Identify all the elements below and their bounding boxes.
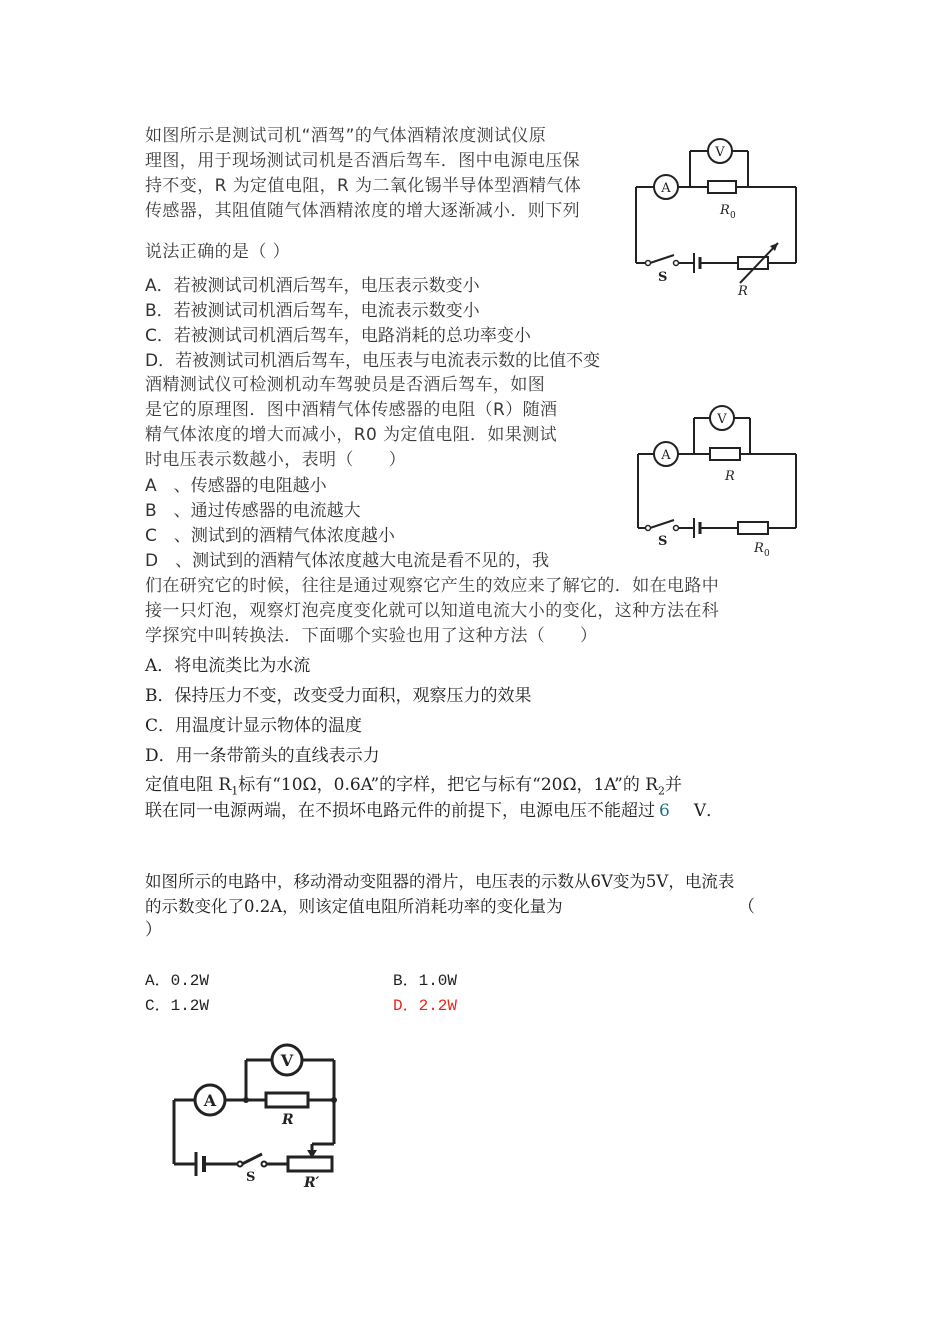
q5-paren-open: （ <box>738 897 755 917</box>
q5-rheostat-label: R′ <box>304 1175 320 1190</box>
q3-line-1: 们在研究它的时候，往往是通过观察它产生的效应来了解它的．如在电路中 <box>145 576 720 596</box>
q1-option-b: B．若被测试司机酒后驾车，电流表示数变小 <box>145 301 480 321</box>
q4-text-part-2: 标有“10Ω，0.6A”的字样，把它与标有“20Ω，1A”的 R <box>238 775 659 795</box>
q4-answer: 6 <box>659 801 670 821</box>
q2-switch-label: S <box>658 534 668 549</box>
q1-r0-subscript: 0 <box>730 211 736 221</box>
q1-option-d: D．若被测试司机酒后驾车，电压表与电流表示数的比值不变 <box>145 351 601 371</box>
q1-line-3: 持不变，R 为定值电阻，R 为二氧化锡半导体型酒精气体 <box>145 176 582 196</box>
q1-r0-label: R <box>720 203 730 218</box>
q2-option-b: B 、通过传感器的电流越大 <box>145 501 361 521</box>
q5-circuit-diagram <box>166 1040 358 1190</box>
q2-line-1: 酒精测试仪可检测机动车驾驶员是否酒后驾车，如图 <box>145 375 546 395</box>
q1-line-5: 说法正确的是（ ） <box>145 242 291 262</box>
q1-sensor-label: R <box>738 284 748 299</box>
q5-option-c: C．1.2W <box>145 997 210 1015</box>
q1-voltmeter-label: V <box>715 145 725 160</box>
q2-line-2: 是它的原理图．图中酒精气体传感器的电阻（R）随酒 <box>145 400 558 420</box>
q4-text-part-4: 联在同一电源两端，在不损坏电路元件的前提下，电源电压不能超过 <box>145 801 655 821</box>
q5-option-a: A．0.2W <box>145 972 210 990</box>
q5-option-d: D．2.2W <box>393 997 458 1015</box>
q5-line-1: 如图所示的电路中，移动滑动变阻器的滑片，电压表的示数从6V变为5V，电流表 <box>145 872 735 891</box>
q3-option-a: A．将电流类比为水流 <box>145 656 311 676</box>
q5-option-b: B．1.0W <box>393 972 458 990</box>
q3-option-d: D．用一条带箭头的直线表示力 <box>145 746 380 766</box>
q3-line-2: 接一只灯泡，观察灯泡亮度变化就可以知道电流大小的变化，这种方法在科 <box>145 601 720 621</box>
q2-option-c: C 、测试到的酒精气体浓度越小 <box>145 526 395 546</box>
q4-text-part-3: 并 <box>665 775 683 795</box>
q1-line-1: 如图所示是测试司机“酒驾”的气体酒精浓度测试仪原 <box>145 126 547 146</box>
q5-ammeter-label: A <box>203 1091 217 1110</box>
q4-subscript-2: 2 <box>658 784 666 798</box>
q2-line-3: 精气体浓度的增大而减小，R0 为定值电阻．如果测试 <box>145 425 558 445</box>
q1-line-4: 传感器，其阻值随气体酒精浓度的增大逐渐减小．则下列 <box>145 201 580 221</box>
q3-line-3: 学探究中叫转换法．下面哪个实验也用了这种方法（ ） <box>145 626 598 646</box>
q2-r0-subscript: 0 <box>764 549 770 559</box>
q2-circuit-diagram <box>630 402 802 562</box>
q4-subscript-1: 1 <box>231 784 239 798</box>
q4-line-2 <box>145 799 723 823</box>
q2-sensor-label: R <box>725 469 735 484</box>
q2-ammeter-label: A <box>661 448 671 463</box>
q2-option-d: D 、测试到的酒精气体浓度越大电流是看不见的，我 <box>145 551 550 571</box>
q5-r-label: R <box>282 1112 294 1128</box>
q5-line-2: 的示数变化了0.2A，则该定值电阻所消耗功率的变化量为 <box>145 897 563 916</box>
q2-option-a: A 、传感器的电阻越小 <box>145 476 327 496</box>
q2-r0-label: R <box>754 541 764 556</box>
q1-line-2: 理图，用于现场测试司机是否酒后驾车．图中电源电压保 <box>145 151 580 171</box>
q2-line-4: 时电压表示数越小，表明（ ） <box>145 450 406 470</box>
q3-option-b: B．保持压力不变，改变受力面积，观察压力的效果 <box>145 686 532 706</box>
q4-unit: V． <box>693 801 724 821</box>
q1-switch-label: S <box>658 270 668 285</box>
q3-option-c: C．用温度计显示物体的温度 <box>145 716 363 736</box>
q1-option-a: A．若被测试司机酒后驾车，电压表示数变小 <box>145 276 480 296</box>
q1-ammeter-label: A <box>661 181 671 196</box>
q1-circuit-diagram <box>630 135 805 300</box>
q4-text-part-1: 定值电阻 R <box>145 775 232 795</box>
q2-voltmeter-label: V <box>717 412 727 427</box>
q5-voltmeter-label: V <box>280 1051 294 1070</box>
q1-option-c: C．若被测试司机酒后驾车，电路消耗的总功率变小 <box>145 326 531 346</box>
q5-paren-close: ） <box>145 920 162 940</box>
q5-switch-label: S <box>246 1170 256 1185</box>
